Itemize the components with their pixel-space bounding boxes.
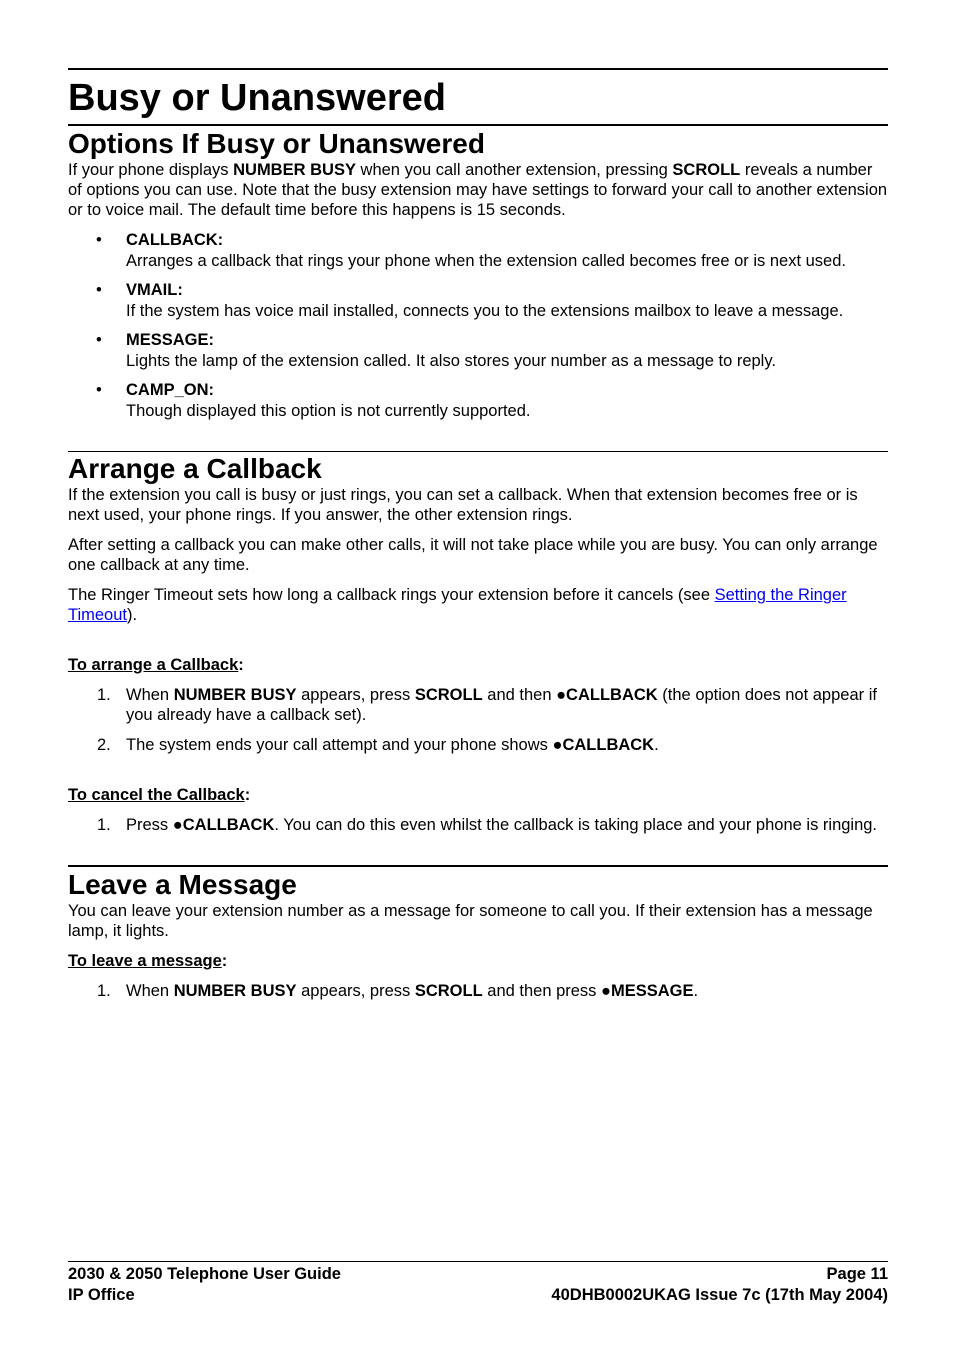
step-item [68,735,888,755]
ringer-text-pre: The Ringer Timeout sets how long a callback rings your extension before it cancels (see [68,586,715,604]
footer-row-2 [68,1285,888,1306]
ringer-timeout-link[interactable]: Setting the Ringer Timeout [68,586,847,624]
bullet-icon: • [96,381,102,399]
step-number: 1. [97,816,111,834]
ringer-text-post: ). [127,606,138,624]
footer-product: IP Office [68,1286,135,1304]
option-description: Though displayed this option is not currently supported. [126,401,531,420]
text-run: . You can do this even whilst the callback is taking place and your phone is ringing. [274,816,878,834]
bold-text: ●MESSAGE [601,982,694,1000]
footer-row-1 [68,1264,888,1285]
step-item [68,685,888,725]
footer-page-number: Page 11 [826,1265,888,1283]
message-paragraph: You can leave your extension number as a message for someone to call you. If their extension has a message lamp, it lights. [68,902,873,940]
page-footer [68,1261,888,1306]
bold-text: ●CALLBACK [172,816,275,834]
bullet-icon: • [96,281,102,299]
option-name: VMAIL: [126,281,183,299]
page-title: Busy or Unanswered [68,77,446,119]
option-description: Arranges a callback that rings your phone when the extension called becomes free or is next used. [126,251,846,270]
bullet-icon: • [96,231,102,249]
callback-paragraph-3 [68,585,888,625]
text-run: appears, press [296,982,415,1000]
step-number: 1. [97,982,111,1000]
bold-text: SCROLL [414,686,483,704]
step-item [68,981,888,1001]
arrange-callback-subheading-colon: : [238,656,244,674]
step-number: 2. [97,736,111,754]
option-description: If the system has voice mail installed, connects you to the extensions mailbox to leave a message. [126,301,844,320]
section-divider [68,451,888,452]
cancel-callback-subheading-colon: : [244,786,251,804]
bold-text: ●CALLBACK [552,736,655,754]
bold-text: ●CALLBACK [556,686,658,704]
bullet-icon: • [96,331,102,349]
title-top-rule [68,68,888,70]
text-run: When [126,982,174,1000]
bold-text: NUMBER BUSY [173,982,297,1000]
cancel-callback-subheading-text: To cancel the Callback [68,786,245,804]
option-name: CAMP_ON: [126,381,215,399]
text-run: Press [126,816,173,834]
cancel-callback-subheading [68,785,888,805]
bold-text: NUMBER BUSY [233,161,356,179]
text-run: . [654,736,659,754]
section-heading-options: Options If Busy or Unanswered [68,128,485,159]
section-divider [68,865,888,867]
bold-text: SCROLL [672,161,741,179]
leave-message-steps [68,981,888,1001]
leave-message-subheading-text: To leave a message [68,952,222,970]
step-item [68,815,888,835]
option-description: Lights the lamp of the extension called. It also stores your number as a message to reply. [126,351,776,370]
bold-text: NUMBER BUSY [173,686,297,704]
options-list [68,230,888,421]
text-run: . [693,982,699,1000]
option-item [68,230,888,271]
text-run: If your phone displays [68,161,234,179]
option-item [68,380,888,421]
text-run: When [126,686,174,704]
bold-text: SCROLL [414,982,483,1000]
leave-message-subheading [68,951,888,971]
callback-paragraph-2: After setting a callback you can make other calls, it will not take place while you are busy. You can only arrange one callback at any time. [68,536,878,574]
arrange-callback-subheading-text: To arrange a Callback [68,656,239,674]
text-run: reveals a number of options you can use. Note that the busy extension may have settings to forward your call to another extension or to voice mail. The default time before this happens is 15 seconds. [68,161,888,219]
options-intro-paragraph [68,160,888,220]
option-name: CALLBACK: [126,231,224,249]
title-bottom-rule [68,124,888,126]
text-run: appears, press [296,686,415,704]
page-body [68,68,888,1011]
text-run: when you call another extension, pressing [355,161,673,179]
text-run: (the option does not appear if you already have a callback set). [126,686,877,724]
option-item [68,330,888,371]
option-name: MESSAGE: [126,331,215,349]
text-run: and then press [482,982,602,1000]
leave-message-subheading-colon: : [221,952,228,970]
arrange-callback-steps [68,685,888,755]
arrange-callback-subheading [68,655,888,675]
cancel-callback-steps [68,815,888,835]
section-heading-callback: Arrange a Callback [68,453,322,484]
callback-paragraph-1: If the extension you call is busy or just rings, you can set a callback. When that extension becomes free or is next used, your phone rings. If you answer, the other extension rings. [68,486,858,524]
footer-guide-title: 2030 & 2050 Telephone User Guide [68,1265,341,1283]
step-number: 1. [97,686,111,704]
option-item [68,280,888,321]
text-run: The system ends your call attempt and your phone shows [126,736,553,754]
text-run: and then [482,686,557,704]
footer-issue: 40DHB0002UKAG Issue 7c (17th May 2004) [551,1286,888,1304]
section-heading-message: Leave a Message [68,869,297,900]
